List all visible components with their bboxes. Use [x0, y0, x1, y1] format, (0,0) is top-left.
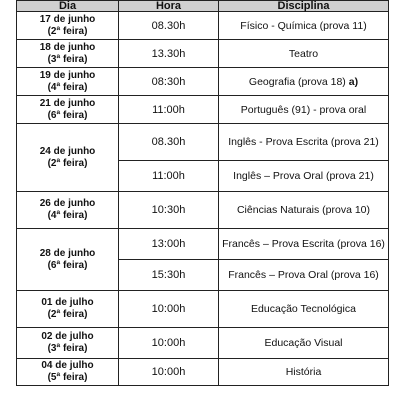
day-cell — [17, 291, 119, 328]
day-weekday: (2ª feira) — [47, 309, 88, 320]
subject-cell: Francês – Prova Escrita (prova 16) — [219, 229, 389, 260]
subject-cell: Físico - Química (prova 11) — [219, 12, 389, 40]
table-row — [17, 192, 389, 229]
day-cell — [17, 96, 119, 124]
table-row — [17, 68, 389, 96]
exam-schedule-table — [16, 0, 389, 386]
time-cell: 08.30h — [119, 124, 219, 161]
day-cell — [17, 192, 119, 229]
subject-cell — [219, 68, 389, 96]
day-date: 24 de junho — [39, 145, 96, 157]
header-day: Dia — [17, 1, 119, 12]
day-weekday: (2ª feira) — [47, 25, 88, 37]
table-row — [17, 40, 389, 68]
subject-cell: Ciências Naturais (prova 10) — [219, 192, 389, 229]
day-date: 28 de junho — [39, 247, 96, 259]
day-weekday: (6ª feira) — [47, 109, 88, 121]
day-cell — [17, 229, 119, 291]
day-weekday: (6ª feira) — [47, 259, 88, 271]
subject-text: Geografia (prova 18) — [248, 75, 349, 88]
table-row — [17, 124, 389, 161]
header-row — [17, 1, 389, 12]
subject-note: a) — [348, 75, 359, 88]
day-date: 02 de julho — [41, 331, 94, 342]
day-date: 18 de junho — [39, 41, 96, 53]
day-weekday: (5ª feira) — [47, 372, 88, 383]
day-cell — [17, 12, 119, 40]
subject-cell: História — [219, 359, 389, 386]
day-weekday: (2ª feira) — [47, 157, 88, 169]
header-time: Hora — [119, 1, 219, 12]
day-cell — [17, 359, 119, 386]
time-cell: 10:30h — [119, 192, 219, 229]
time-cell: 08:30h — [119, 68, 219, 96]
day-date: 17 de junho — [39, 13, 96, 25]
time-cell: 10:00h — [119, 328, 219, 359]
time-cell: 11:00h — [119, 96, 219, 124]
table-row — [17, 328, 389, 359]
time-cell: 08.30h — [119, 12, 219, 40]
day-date: 19 de junho — [39, 69, 96, 81]
day-date: 26 de junho — [39, 198, 96, 209]
day-date: 01 de julho — [41, 297, 94, 308]
subject-cell: Inglês – Prova Oral (prova 21) — [219, 161, 389, 192]
table-row — [17, 359, 389, 386]
day-weekday: (4ª feira) — [47, 81, 88, 93]
day-cell — [17, 124, 119, 192]
time-cell: 11:00h — [119, 161, 219, 192]
time-cell: 13:00h — [119, 229, 219, 260]
subject-cell: Educação Tecnológica — [219, 291, 389, 328]
day-cell — [17, 68, 119, 96]
time-cell: 10:00h — [119, 359, 219, 386]
day-weekday: (3ª feira) — [47, 343, 88, 354]
subject-cell: Educação Visual — [219, 328, 389, 359]
day-date: 21 de junho — [39, 97, 96, 109]
time-cell: 15:30h — [119, 260, 219, 291]
day-cell — [17, 40, 119, 68]
day-weekday: (3ª feira) — [47, 53, 88, 65]
subject-cell: Teatro — [219, 40, 389, 68]
subject-cell: Inglês - Prova Escrita (prova 21) — [219, 124, 389, 161]
time-cell: 13.30h — [119, 40, 219, 68]
time-cell: 10:00h — [119, 291, 219, 328]
day-weekday: (4ª feira) — [47, 210, 88, 221]
header-subject: Disciplina — [219, 1, 389, 12]
table-row — [17, 229, 389, 260]
day-date: 04 de julho — [41, 360, 94, 371]
table-row — [17, 291, 389, 328]
table-row — [17, 96, 389, 124]
table-row — [17, 12, 389, 40]
day-cell — [17, 328, 119, 359]
subject-cell: Português (91) - prova oral — [219, 96, 389, 124]
subject-cell: Francês – Prova Oral (prova 16) — [219, 260, 389, 291]
